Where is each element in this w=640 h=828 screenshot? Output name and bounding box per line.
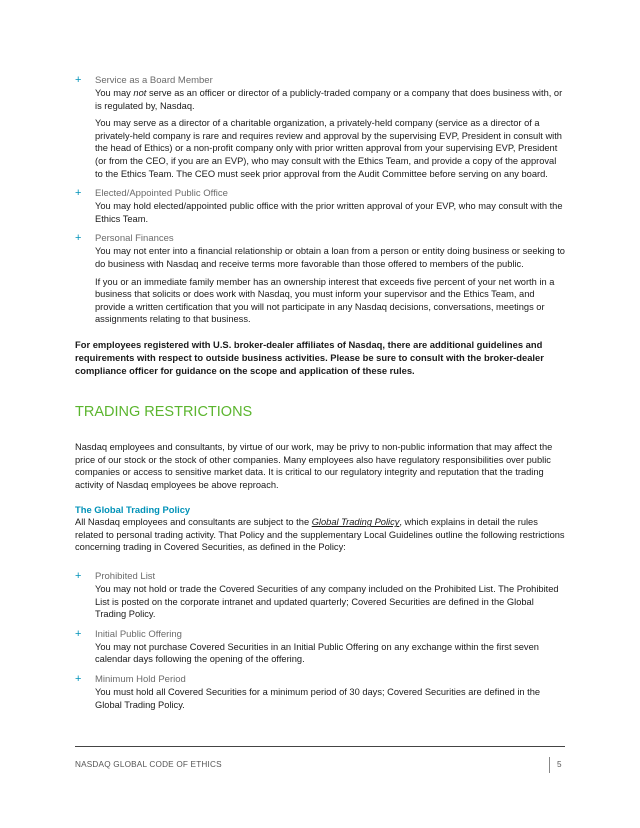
plus-bullet-icon: +	[75, 74, 82, 86]
item-paragraph: You may hold elected/appointed public office with the prior written approval of your EVP, who may consult with the Ethics Team.	[95, 201, 563, 224]
item-paragraph: You may not hold or trade the Covered Securities of any company included on the Prohibited List. The Prohibited List is posted on the corporate intranet and updated quarterly; Covered Securities are defined in the Global Trading Policy.	[95, 584, 559, 620]
item-paragraph: You may not enter into a financial relationship or obtain a loan from a person or entity doing business or seeking to do business with Nasdaq and receive terms more favorable than those offered to members of the public.	[95, 246, 565, 269]
footer-divider-line	[75, 746, 565, 747]
page-number: 5	[557, 760, 562, 769]
item-title: Elected/Appointed Public Office	[95, 188, 228, 200]
item-title: Personal Finances	[95, 233, 174, 245]
section-heading: TRADING RESTRICTIONS	[75, 403, 253, 420]
emphasis-text: not	[133, 88, 147, 98]
list-item-public-office	[75, 187, 565, 225]
global-trading-policy-link[interactable]: Global Trading Policy	[311, 517, 400, 528]
plus-bullet-icon: +	[75, 570, 82, 583]
list-item-personal-finances	[75, 232, 565, 326]
list-item-ipo	[75, 628, 565, 666]
item-paragraph: You may not serve as an officer or director of a publicly-traded company or a company that does business with, or is regulated by, Nasdaq.	[95, 88, 563, 111]
outside-activities-list	[75, 74, 565, 326]
list-item-minimum-hold	[75, 673, 565, 711]
list-item-board-member	[75, 74, 565, 180]
plus-bullet-icon: +	[75, 187, 82, 200]
footer-document-title: NASDAQ GLOBAL CODE OF ETHICS	[75, 760, 222, 769]
plus-bullet-icon: +	[75, 627, 82, 640]
intro-paragraph: Nasdaq employees and consultants, by virtue of our work, may be privy to non-public information that may affect the price of our stock or the stock of other companies. Many employees also have regulatory responsibilities over public companies or access to sensitive market data. It is critical to our regulatory integrity and reputation that the trading activity of Nasdaq employees be above reproach.	[75, 441, 553, 490]
list-item-prohibited-list	[75, 570, 565, 621]
policy-paragraph: All Nasdaq employees and consultants are subject to the Global Trading Policy, which explains in detail the rules related to personal trading activity. That Policy and the supplementary Local Guidelines outline the following restrictions concerning trading in Covered Securities, as defined in the Policy:	[75, 517, 565, 553]
policy-subheading: The Global Trading Policy	[75, 504, 191, 516]
item-title: Prohibited List	[95, 571, 156, 583]
item-paragraph: You may serve as a director of a charitable organization, a privately-held company (service as a director of a privately-held company is rare and requires review and approval by the supervising EVP, President in consult with the head of Ethics) or a non-profit company only with prior written approval from your supervising EVP, President (or from the CEO, if you are an EVP), who may consult with the Ethics Team, and provide a copy of the approval to the Ethics Team. The CEO must seek prior approval from the Audit Committee before serving on any board.	[95, 118, 562, 179]
item-title: Service as a Board Member	[95, 75, 213, 86]
broker-dealer-notice: For employees registered with U.S. broker-dealer affiliates of Nasdaq, there are additional guidelines and requirements with respect to outside business activities. Please be sure to consult with the broker-dealer compliance officer for guidance on the scope and application of these rules.	[75, 338, 544, 376]
item-title: Minimum Hold Period	[95, 674, 186, 686]
trading-restrictions-list	[75, 570, 565, 711]
item-paragraph: You must hold all Covered Securities for a minimum period of 30 days; Covered Securities are defined in the Global Trading Policy.	[95, 687, 541, 710]
footer-vertical-divider	[549, 757, 550, 773]
page-content	[75, 74, 565, 718]
item-paragraph: You may not purchase Covered Securities in an Initial Public Offering on any exchange within the first seven calendar days following the opening of the offering.	[95, 641, 539, 665]
plus-bullet-icon: +	[75, 673, 82, 686]
item-paragraph: If you or an immediate family member has an ownership interest that exceeds five percent of your net worth in a business that solicits or does work with Nasdaq, you must inform your supervisor and the Ethics Team, and provide a written certification that you will not participate in any Nasdaq decisions, conversations, meetings or assignments relating to that business.	[95, 276, 555, 325]
item-title: Initial Public Offering	[95, 628, 182, 640]
plus-bullet-icon: +	[75, 232, 82, 245]
